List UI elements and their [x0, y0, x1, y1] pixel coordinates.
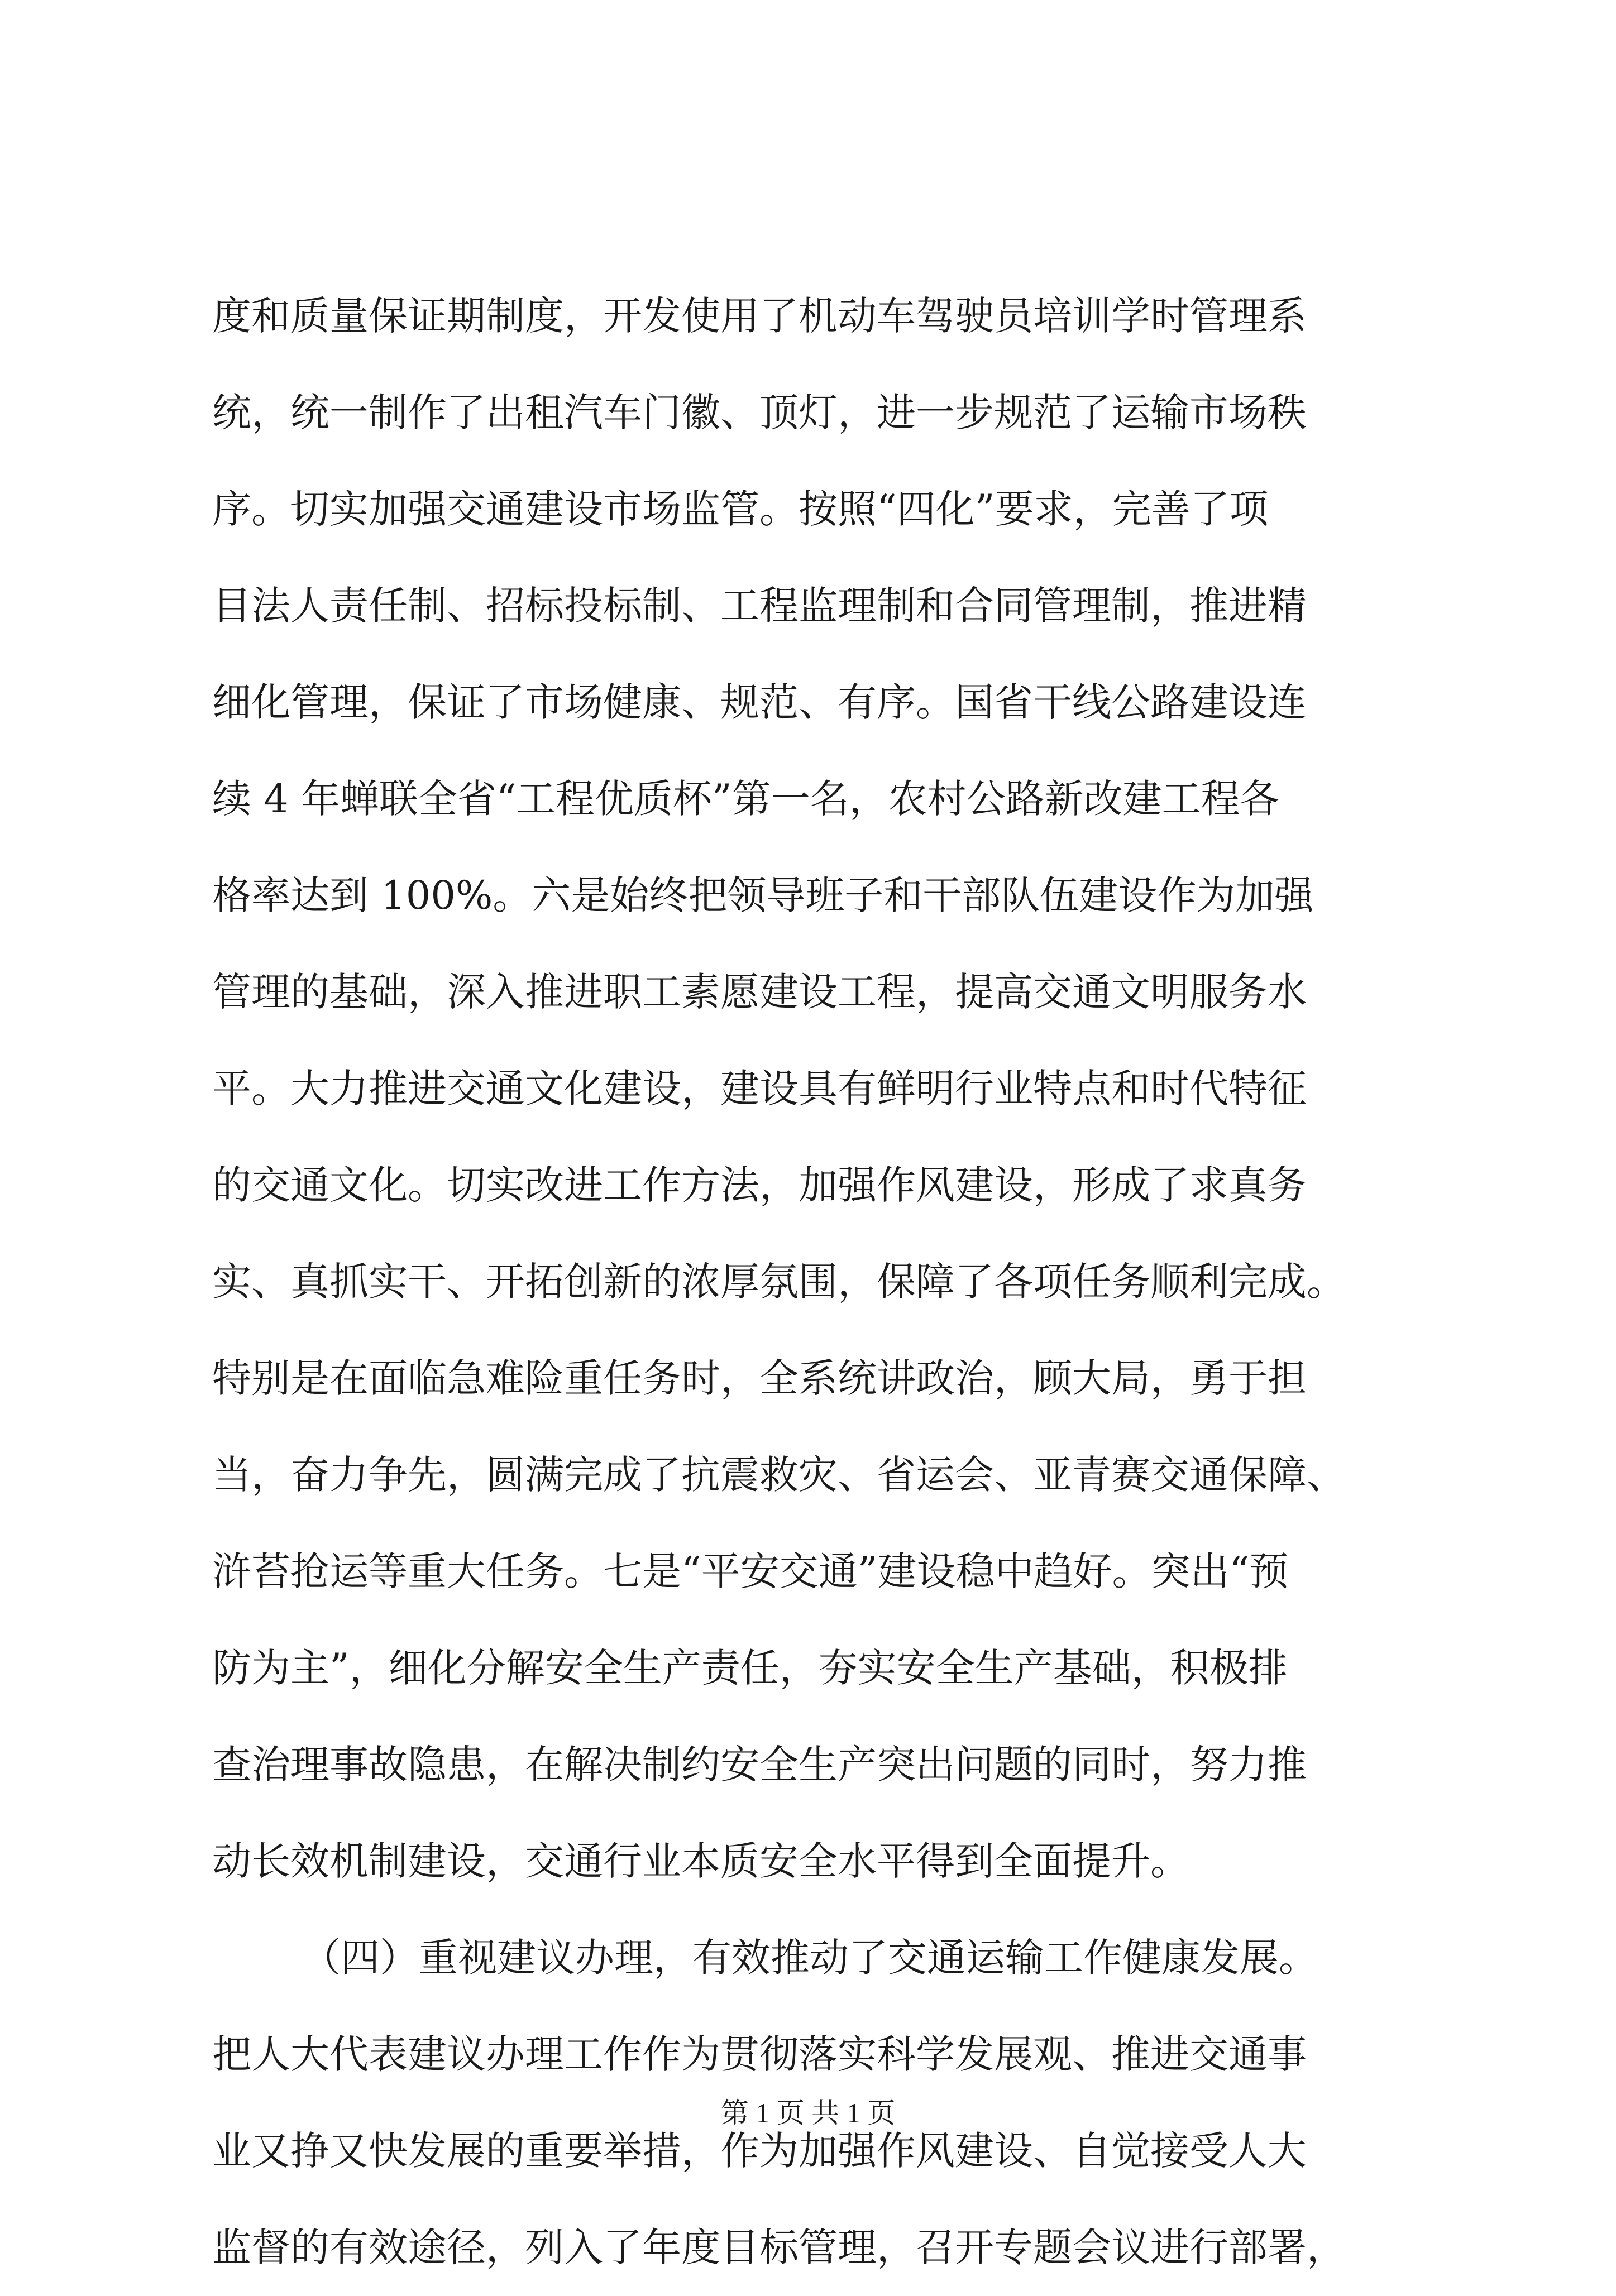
- text-line: 查治理事故隐患，在解决制约安全生产突出问题的同时，努力推: [212, 1742, 1307, 1787]
- text-line: 动长效机制建设，交通行业本质安全水平得到全面提升。: [212, 1838, 1189, 1884]
- text-line: 把人大代表建议办理工作作为贯彻落实科学发展观、推进交通事: [212, 2031, 1307, 2077]
- text-line: 防为主”，细化分解安全生产责任，夯实安全生产基础，积极排: [212, 1645, 1288, 1691]
- text-line: 平。大力推进交通文化建设，建设具有鲜明行业特点和时代特征: [212, 1066, 1307, 1111]
- text-line: 格率达到 100%。六是始终把领导班子和干部队伍建设作为加强: [212, 873, 1314, 918]
- text-line: 细化管理，保证了市场健康、规范、有序。国省干线公路建设连: [212, 679, 1307, 725]
- text-line: 管理的基础，深入推进职工素愿建设工程，提高交通文明服务水: [212, 969, 1307, 1015]
- text-line: 业又挣又快发展的重要举措，作为加强作风建设、自觉接受人大: [212, 2128, 1307, 2174]
- text-line: 统，统一制作了出租汽车门徽、顶灯，进一步规范了运输市场秩: [212, 390, 1307, 435]
- text-line: 续 4 年蝉联全省“工程优质杯”第一名，农村公路新改建工程各: [212, 776, 1279, 822]
- document-body: [212, 268, 1413, 2296]
- text-line: 序。切实加强交通建设市场监管。按照“四化”要求，完善了项: [212, 486, 1269, 532]
- text-line: 特别是在面临急难险重任务时，全系统讲政治，顾大局，勇于担: [212, 1355, 1307, 1401]
- text-line: 实、真抓实干、开拓创新的浓厚氛围，保障了各项任务顺利完成。: [212, 1259, 1346, 1305]
- text-line: 监督的有效途径，列入了年度目标管理，召开专题会议进行部署，: [212, 2225, 1346, 2270]
- text-line: 浒苔抢运等重大任务。七是“平安交通”建设稳中趋好。突出“预: [212, 1549, 1289, 1594]
- section-heading-line: （四）重视建议办理，有效推动了交通运输工作健康发展。: [302, 1935, 1318, 1981]
- text-line: 的交通文化。切实改进工作方法，加强作风建设，形成了求真务: [212, 1162, 1307, 1208]
- text-line: 度和质量保证期制度，开发使用了机动车驾驶员培训学时管理系: [212, 293, 1307, 339]
- page-footer: 第 1 页 共 1 页: [720, 2097, 896, 2129]
- text-line: 当，奋力争先，圆满完成了抗震救灾、省运会、亚青赛交通保障、: [212, 1452, 1346, 1498]
- text-line: 目法人责任制、招标投标制、工程监理制和合同管理制，推进精: [212, 583, 1307, 629]
